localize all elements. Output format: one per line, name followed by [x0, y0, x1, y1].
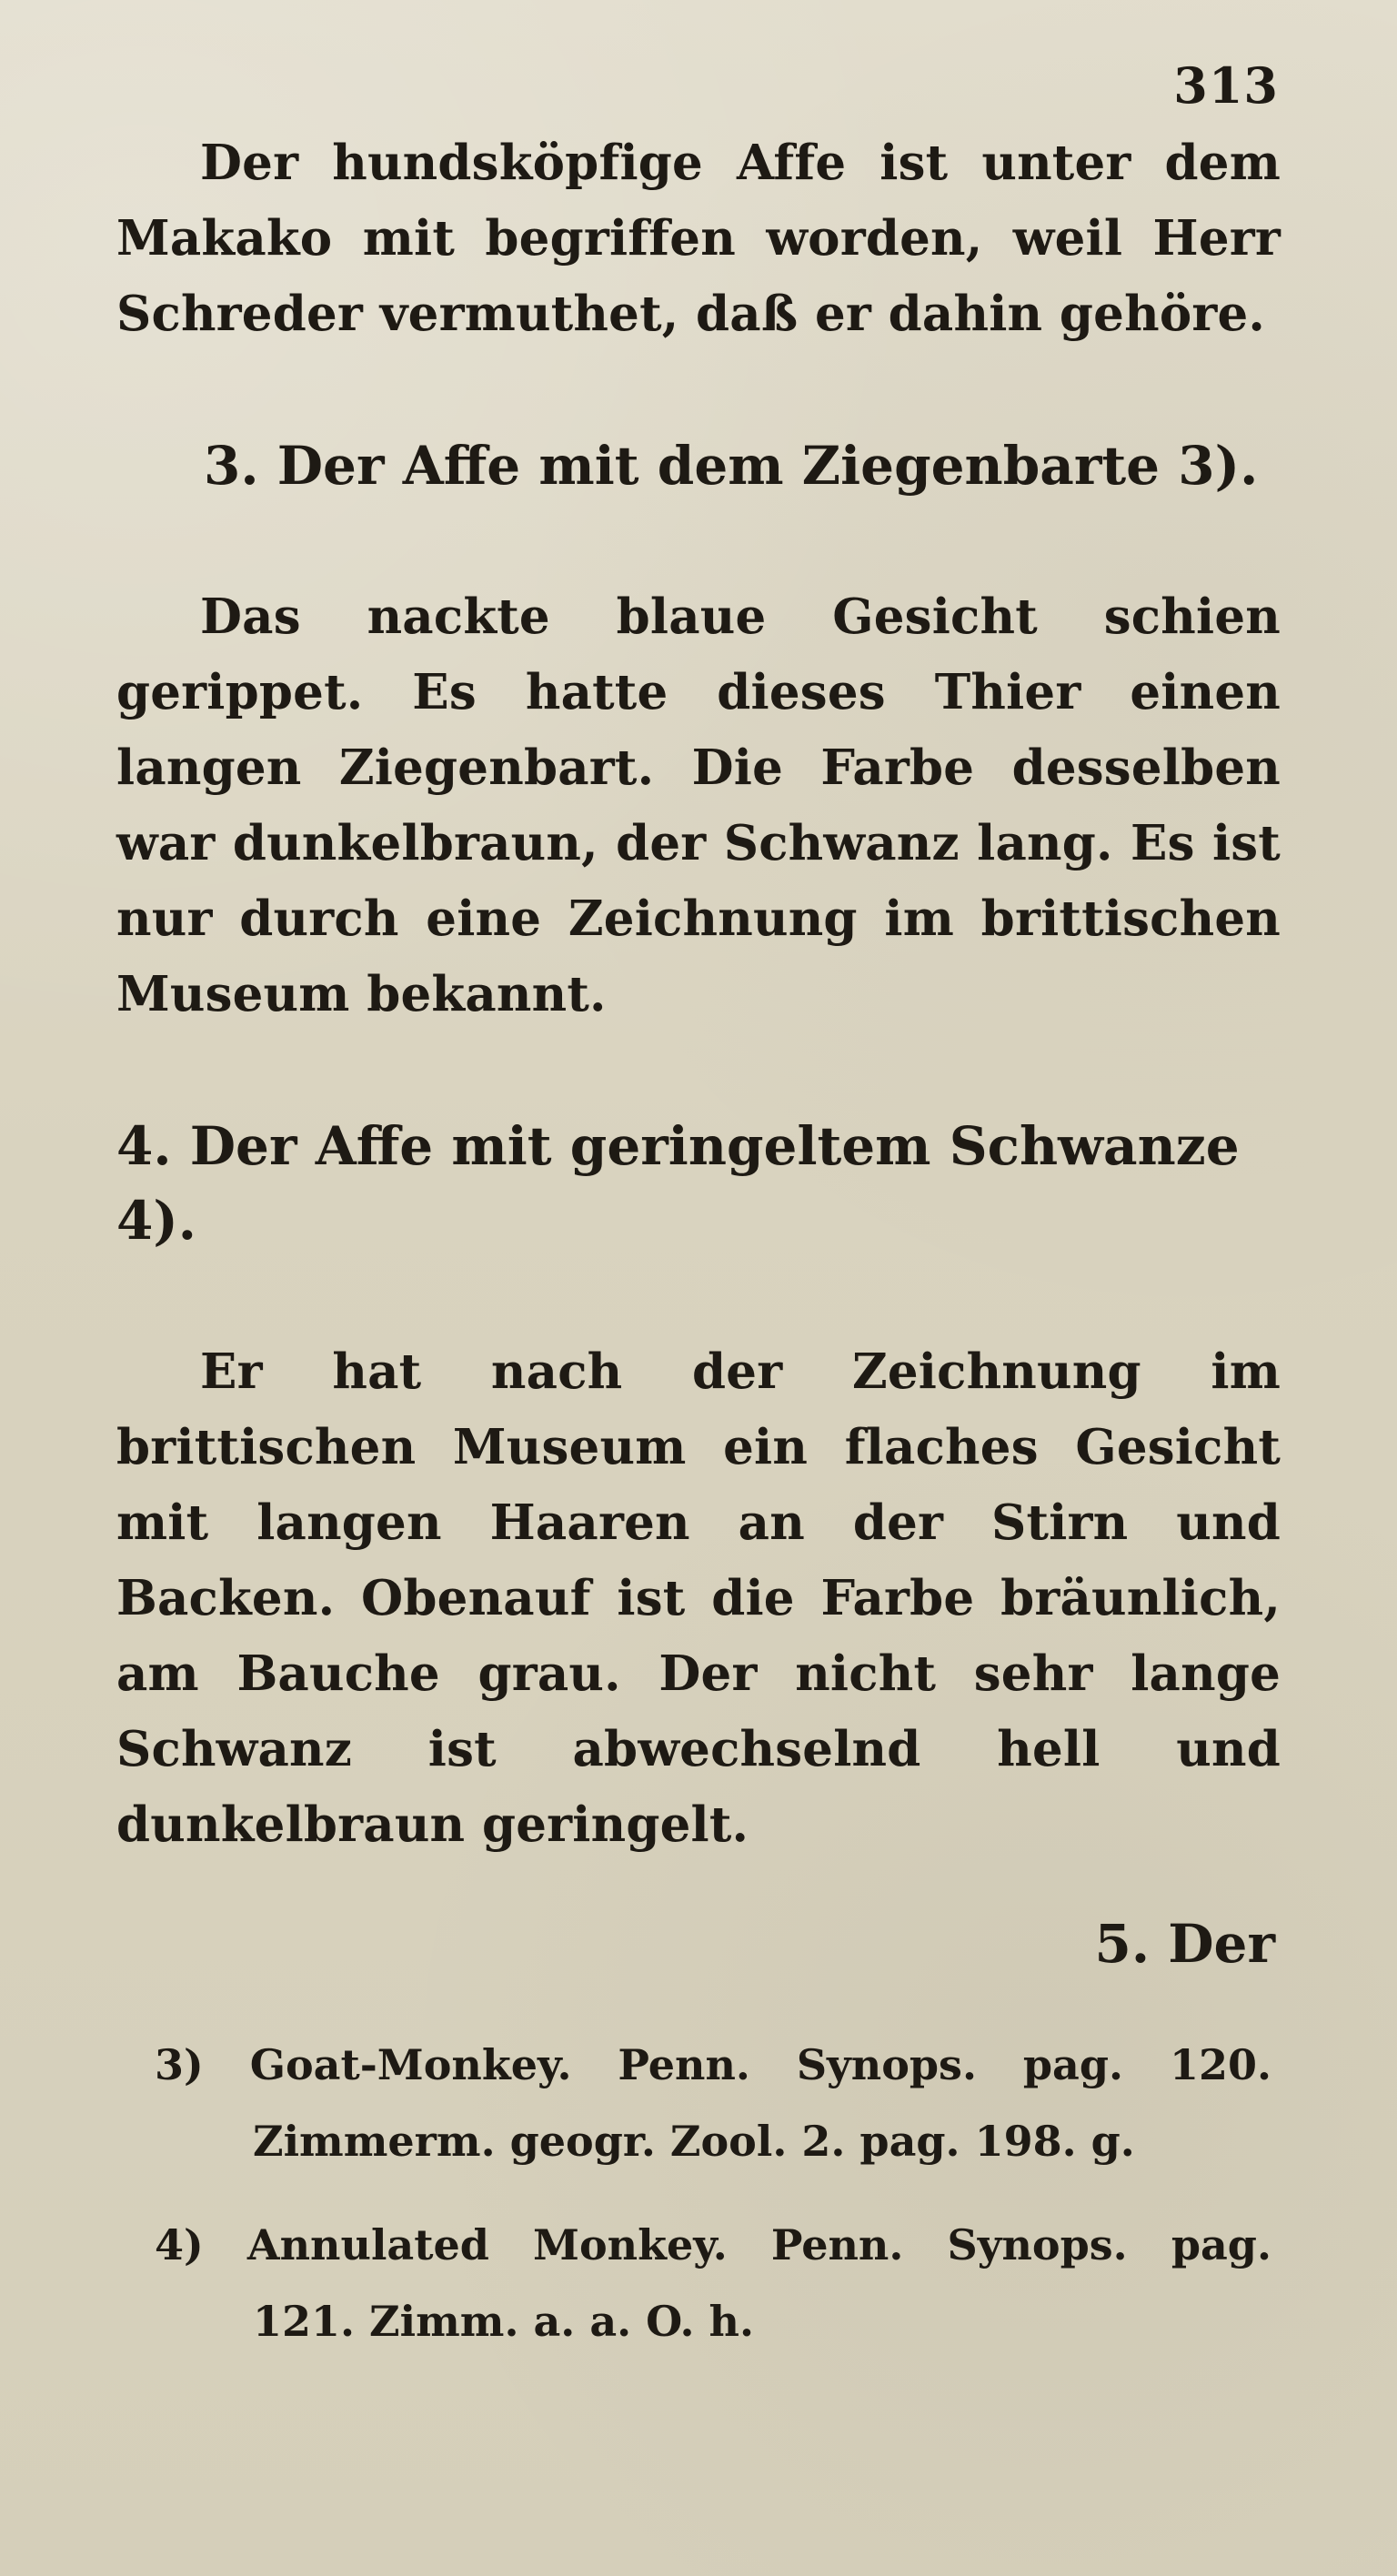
section-heading-3: 3. Der Affe mit dem Ziegenbarte 3).: [204, 435, 1259, 497]
footnote-4: [155, 2207, 1271, 2360]
footnote-3-line-2: Zimmerm. geogr. Zool. 2. pag. 198. g.: [253, 2117, 1135, 2166]
page-number: 313: [1173, 56, 1279, 115]
paragraph-2: Das nackte blaue Gesicht schien gerippet. Es hatte dieses Thier einen langen Ziegenbart. Die Farbe desselben war dunkelbraun, der Schwanz lang. Es ist nur durch eine Zeichnung im brittischen Museum bekannt.: [116, 589, 1281, 1022]
catchword: 5. Der: [1094, 1913, 1275, 1975]
page-content: [116, 126, 1281, 1981]
paragraph-3: Er hat nach der Zeichnung im brittischen Museum ein flaches Gesicht mit langen Haaren an der Stirn und Backen. Obenauf ist die Farbe bräunlich, am Bauche grau. Der nicht sehr lange Schwanz ist abwechselnd hell und dunkelbraun geringelt.: [116, 1343, 1281, 1853]
footnotes: [155, 2027, 1271, 2387]
section-heading-4: 4. Der Affe mit geringeltem Schwanze 4).: [116, 1115, 1240, 1252]
footnote-3-line-1: 3) Goat-Monkey. Penn. Synops. pag. 120.: [155, 2040, 1271, 2089]
footnote-4-line-2: 121. Zimm. a. a. O. h.: [253, 2297, 755, 2346]
footnote-3: [155, 2027, 1271, 2179]
paragraph-1: Der hundsköpfige Affe ist unter dem Makako mit begriffen worden, weil Herr Schreder vermuthet, daß er dahin gehöre.: [116, 135, 1281, 342]
footnote-4-line-1: 4) Annulated Monkey. Penn. Synops. pag.: [155, 2220, 1271, 2269]
